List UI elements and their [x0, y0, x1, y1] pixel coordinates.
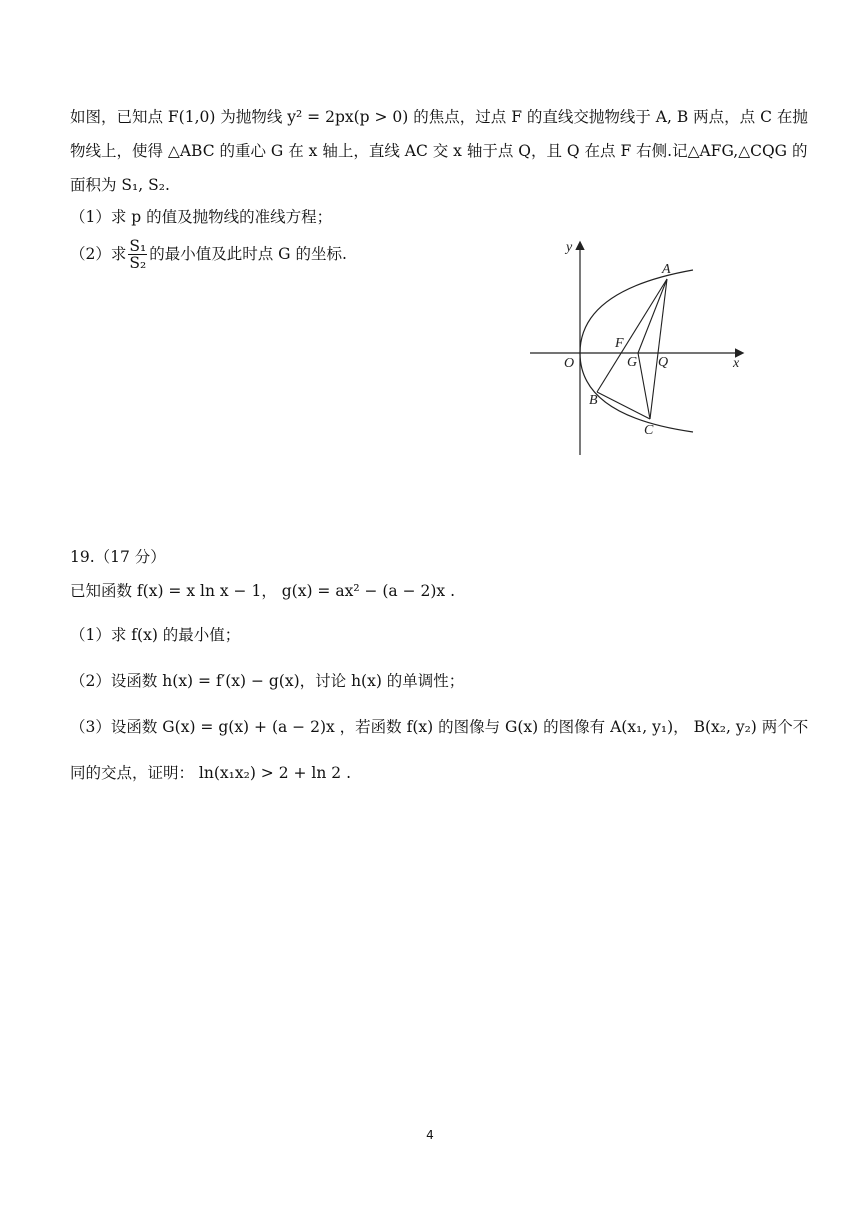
segment-BC — [597, 392, 650, 419]
label-A: A — [662, 262, 671, 277]
problem19-given: 已知函数 f(x) = x ln x − 1， g(x) = ax² − (a − 2)x . — [70, 582, 456, 600]
question2-suffix: 的最小值及此时点 G 的坐标. — [149, 244, 347, 263]
label-G: G — [627, 355, 638, 370]
label-Q: Q — [658, 355, 669, 370]
problem18-question2 — [70, 238, 347, 272]
fraction-denominator: S₂ — [129, 254, 147, 273]
problem19-question3-line2: 同的交点，证明： ln(x₁x₂) > 2 + ln 2 . — [70, 764, 351, 782]
fraction-numerator: S₁ — [129, 237, 147, 255]
problem18-line3: 面积为 S₁, S₂. — [70, 176, 170, 194]
label-y: y — [566, 240, 573, 255]
segment-GC — [638, 353, 650, 419]
label-C: C — [644, 423, 654, 438]
question2-prefix: （2）求 — [70, 244, 127, 263]
label-O: O — [564, 356, 575, 371]
area-ratio-fraction — [128, 238, 147, 272]
label-B: B — [589, 393, 598, 408]
parabola-figure — [525, 235, 750, 460]
problem19-question1: （1）求 f(x) 的最小值； — [70, 626, 241, 644]
problem19-question2: （2）设函数 h(x) = f′(x) − g(x)，讨论 h(x) 的单调性； — [70, 672, 465, 690]
problem18-line2: 物线上，使得 △ABC 的重心 G 在 x 轴上，直线 AC 交 x 轴于点 Q，且 Q 在点 F 右侧.记△AFG,△CQG 的 — [70, 142, 808, 160]
problem19-header: 19.（17 分） — [70, 548, 166, 566]
label-x: x — [733, 356, 740, 371]
page-number: 4 — [426, 1128, 434, 1142]
problem19-question3-line1: （3）设函数 G(x) = g(x) + (a − 2)x ，若函数 f(x) 的图像与 G(x) 的图像有 A(x₁, y₁)， B(x₂, y₂) 两个不 — [70, 718, 809, 736]
label-F: F — [615, 336, 624, 351]
problem18-question1: （1）求 p 的值及抛物线的准线方程； — [70, 208, 333, 226]
segment-AB — [597, 279, 667, 392]
problem18-line1: 如图，已知点 F(1,0) 为抛物线 y² = 2px(p > 0) 的焦点，过点 F 的直线交抛物线于 A, B 两点，点 C 在抛 — [70, 108, 808, 126]
